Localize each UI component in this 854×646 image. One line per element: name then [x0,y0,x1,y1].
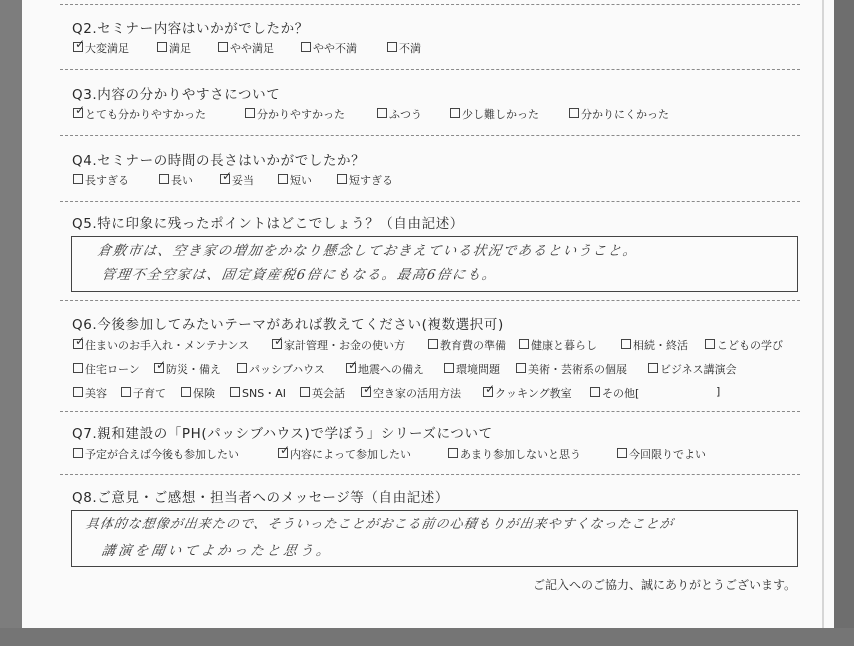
option-label: クッキング教室 [495,387,572,400]
option-label: あまり参加しないと思う [460,448,581,461]
q8-answer-box[interactable] [71,510,798,567]
checkbox[interactable] [448,448,458,458]
checkbox[interactable] [300,387,310,397]
checkbox[interactable] [590,387,600,397]
option-label: 教育費の準備 [440,339,506,352]
option-label: とても分かりやすかった [85,108,206,121]
checkbox[interactable] [516,363,526,373]
q6-option-household-finance[interactable] [272,334,405,353]
option-label: 英会話 [312,387,345,400]
option-label: 大変満足 [85,42,129,55]
q4-option-appropriate[interactable] [220,169,254,188]
checkbox-checked[interactable] [272,334,285,349]
checkbox[interactable] [73,363,83,373]
q6-option-sns-ai[interactable] [230,385,286,401]
checkbox[interactable] [218,42,228,52]
q5-answer-line: 管理不全空家は、固定資産税6倍にもなる。最高6倍にも。 [100,267,499,283]
checkbox[interactable] [301,42,311,52]
option-label: 内容によって参加したい [290,448,411,461]
q7-option-join-if-schedule[interactable] [73,446,239,462]
q6-option-kids-learning[interactable] [705,337,783,353]
q4-option-too-long[interactable] [73,172,129,188]
checkbox[interactable] [705,339,715,349]
option-label: 今回限りでよい [629,448,706,461]
q5-title: Q5.特に印象に残ったポイントはどこでしょう？（自由記述） [72,216,464,232]
q8-title: Q8.ご意見・ご感想・担当者へのメッセージ等（自由記述） [72,490,449,506]
q3-option-hard[interactable] [569,106,669,122]
checkbox[interactable] [337,174,347,184]
option-label: 美術・芸術系の個展 [528,363,627,376]
q2-option-somewhat-dissatisfied[interactable] [301,40,357,56]
check-mark-icon: ✓ [75,37,86,51]
thanks-message: ご記入へのご協力、誠にありがとうございます。 [533,578,797,592]
q6-option-cooking[interactable] [483,382,572,401]
check-mark-icon: ✓ [75,103,86,117]
option-label: 家計管理・お金の使い方 [284,339,405,352]
q6-option-business-lecture[interactable] [648,361,737,377]
option-label: 短い [290,174,312,187]
check-mark-icon: ✓ [222,169,233,183]
section-divider [60,201,800,202]
checkbox[interactable] [237,363,247,373]
option-label: 住宅ローン [85,363,140,376]
q8-answer-line: 具体的な想像が出来たので、そういったことがおこる前の心積もりが出来やすくなったことが [84,517,675,532]
q6-option-disaster-prep[interactable] [154,358,221,377]
option-label: 住まいのお手入れ・メンテナンス [85,339,250,352]
checkbox-checked[interactable] [73,103,86,118]
checkbox[interactable] [428,339,438,349]
q7-option-depends-on-content[interactable] [278,443,411,462]
q6-option-earthquake-prep[interactable] [346,358,424,377]
q6-option-other[interactable] [590,385,639,401]
q6-option-education-cost[interactable] [428,337,506,353]
checkbox-checked[interactable] [73,37,86,52]
check-mark-icon: ✓ [156,358,167,372]
check-mark-icon: ✓ [485,382,496,396]
option-label: 相続・終活 [633,339,688,352]
section-divider [60,411,800,412]
check-mark-icon: ✓ [363,382,374,396]
section-divider [60,69,800,70]
q3-title: Q3.内容の分かりやすさについて [72,87,281,103]
checkbox[interactable] [278,174,288,184]
q2-title: Q2.セミナー内容はいかがでしたか？ [72,21,309,37]
checkbox[interactable] [387,42,397,52]
q6-title: Q6.今後参加してみたいテーマがあれば教えてください(複数選択可) [72,317,504,333]
checkbox-checked[interactable] [154,358,167,373]
scan-border-bottom [0,628,854,646]
q5-answer-line: 倉敷市は、空き家の増加をかなり懸念しておきえている状況であるということ。 [96,243,639,259]
q6-option-beauty[interactable] [73,385,107,401]
checkbox-checked[interactable] [278,443,291,458]
option-label: 少し難しかった [462,108,539,121]
q4-option-short[interactable] [278,172,312,188]
check-mark-icon: ✓ [348,358,359,372]
option-label: パッシブハウス [249,363,325,376]
checkbox[interactable] [377,108,387,118]
checkbox[interactable] [617,448,627,458]
checkbox-checked[interactable] [361,382,374,397]
q2-option-somewhat-satisfied[interactable] [218,40,274,56]
q2-option-satisfied[interactable] [157,40,191,56]
option-label: 環境問題 [456,363,500,376]
option-label: こどもの学び [717,339,783,352]
q7-title: Q7.親和建設の「PH(パッシブハウス)で学ぼう」シリーズについて [72,426,493,442]
checkbox[interactable] [569,108,579,118]
option-label: 予定が合えば今後も参加したい [85,448,239,461]
q6-option-housing-loan[interactable] [73,361,140,377]
option-label: 健康と暮らし [531,339,597,352]
checkbox[interactable] [159,174,169,184]
option-label: 地震への備え [358,363,424,376]
q6-option-insurance[interactable] [181,385,215,401]
scan-border-right [834,0,854,646]
sheet-edge [822,0,824,628]
q2-option-dissatisfied[interactable] [387,40,421,56]
checkbox[interactable] [73,448,83,458]
checkbox[interactable] [157,42,167,52]
q2-option-very-satisfied[interactable] [73,37,129,56]
checkbox[interactable] [444,363,454,373]
checkbox[interactable] [621,339,631,349]
check-mark-icon: ✓ [274,334,285,348]
option-label: 美容 [85,387,107,400]
section-divider [60,135,800,136]
q6-option-environment[interactable] [444,361,500,377]
option-label: 長すぎる [85,174,129,187]
scan-border-left [0,0,22,646]
check-mark-icon: ✓ [75,334,86,348]
q4-option-too-short[interactable] [337,172,393,188]
q5-answer-box[interactable] [71,236,798,292]
option-label: 保険 [193,387,215,400]
option-label: 子育て [133,387,166,400]
section-divider [60,300,800,301]
option-label: 短すぎる [349,174,393,187]
checkbox-checked[interactable] [346,358,359,373]
q3-option-easy[interactable] [245,106,345,122]
checkbox[interactable] [230,387,240,397]
q7-option-this-time-only[interactable] [617,446,706,462]
check-mark-icon: ✓ [280,443,291,457]
option-label: 空き家の活用方法 [373,387,461,400]
checkbox[interactable] [245,108,255,118]
option-label: ふつう [389,108,422,121]
option-label: 防災・備え [166,363,221,376]
checkbox[interactable] [181,387,191,397]
checkbox[interactable] [450,108,460,118]
checkbox[interactable] [73,174,83,184]
q6-option-vacant-house-use[interactable] [361,382,461,401]
q4-option-long[interactable] [159,172,193,188]
option-label: 長い [171,174,193,187]
option-label: その他[ [602,387,640,400]
q4-title: Q4.セミナーの時間の長さはいかがでしたか？ [72,153,366,169]
checkbox[interactable] [648,363,658,373]
q6-other-bracket-close: ] [716,385,721,398]
section-divider [60,4,800,5]
q3-option-bit-difficult[interactable] [450,106,539,122]
option-label: 妥当 [232,174,254,187]
checkbox-checked[interactable] [483,382,496,397]
q6-option-english[interactable] [300,385,345,401]
q6-option-inheritance[interactable] [621,337,688,353]
q8-answer-line: 講演を聞いてよかったと思う。 [100,543,334,559]
q7-option-rarely-join[interactable] [448,446,581,462]
option-label: やや満足 [230,42,274,55]
q6-option-passive-house[interactable] [237,361,325,377]
section-divider [60,474,800,475]
q6-option-maintenance[interactable] [73,334,250,353]
option-label: やや不満 [313,42,357,55]
option-label: 分かりやすかった [257,108,345,121]
q6-option-art-exhibition[interactable] [516,361,627,377]
q6-option-childcare[interactable] [121,385,166,401]
q3-option-very-easy[interactable] [73,103,206,122]
checkbox[interactable] [121,387,131,397]
option-label: SNS・AI [242,387,286,400]
checkbox-checked[interactable] [220,169,233,184]
option-label: 満足 [169,42,191,55]
checkbox[interactable] [73,387,83,397]
checkbox-checked[interactable] [73,334,86,349]
option-label: ビジネス講演会 [660,363,737,376]
option-label: 分かりにくかった [581,108,669,121]
q3-option-normal[interactable] [377,106,422,122]
q6-option-health[interactable] [519,337,597,353]
option-label: 不満 [399,42,421,55]
checkbox[interactable] [519,339,529,349]
